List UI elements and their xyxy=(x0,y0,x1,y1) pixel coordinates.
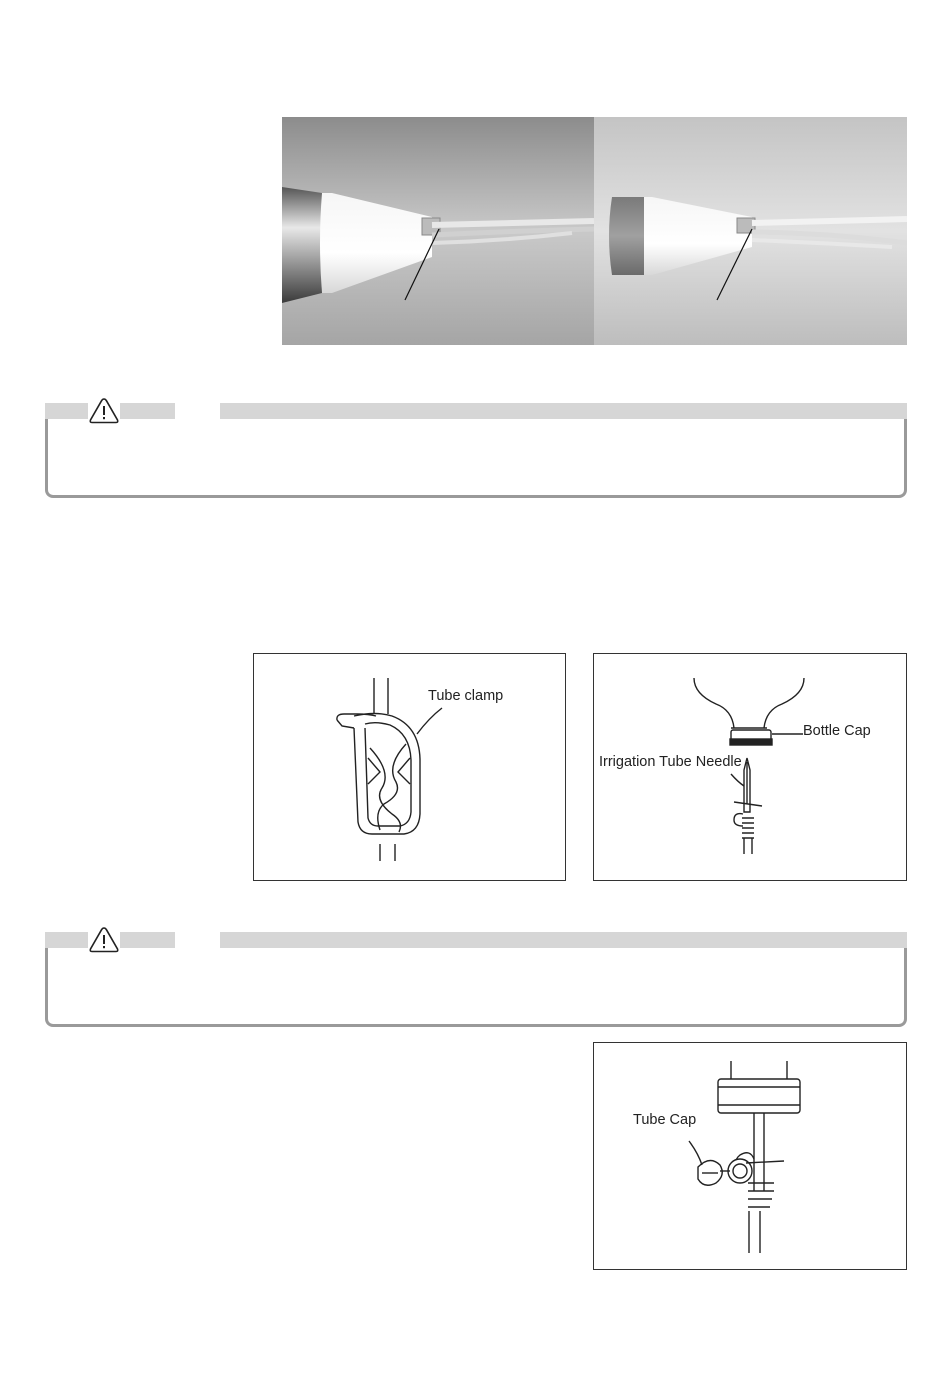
tube-clamp-label: Tube clamp xyxy=(428,688,504,704)
irrigation-tube-needle-label: Irrigation Tube Needle xyxy=(599,754,742,770)
tube-cap-figure xyxy=(593,1042,907,1270)
caution-header-bar xyxy=(45,403,907,419)
caution-box-2 xyxy=(45,948,907,1027)
tube-cap-label: Tube Cap xyxy=(633,1112,697,1128)
bottle-cap-label: Bottle Cap xyxy=(803,723,871,739)
caution-header-bar-2 xyxy=(45,932,907,948)
caution-box xyxy=(45,419,907,498)
bottle-needle-figure xyxy=(593,653,907,881)
tube-clamp-figure xyxy=(253,653,566,881)
handpiece-connection-photo xyxy=(282,117,907,345)
